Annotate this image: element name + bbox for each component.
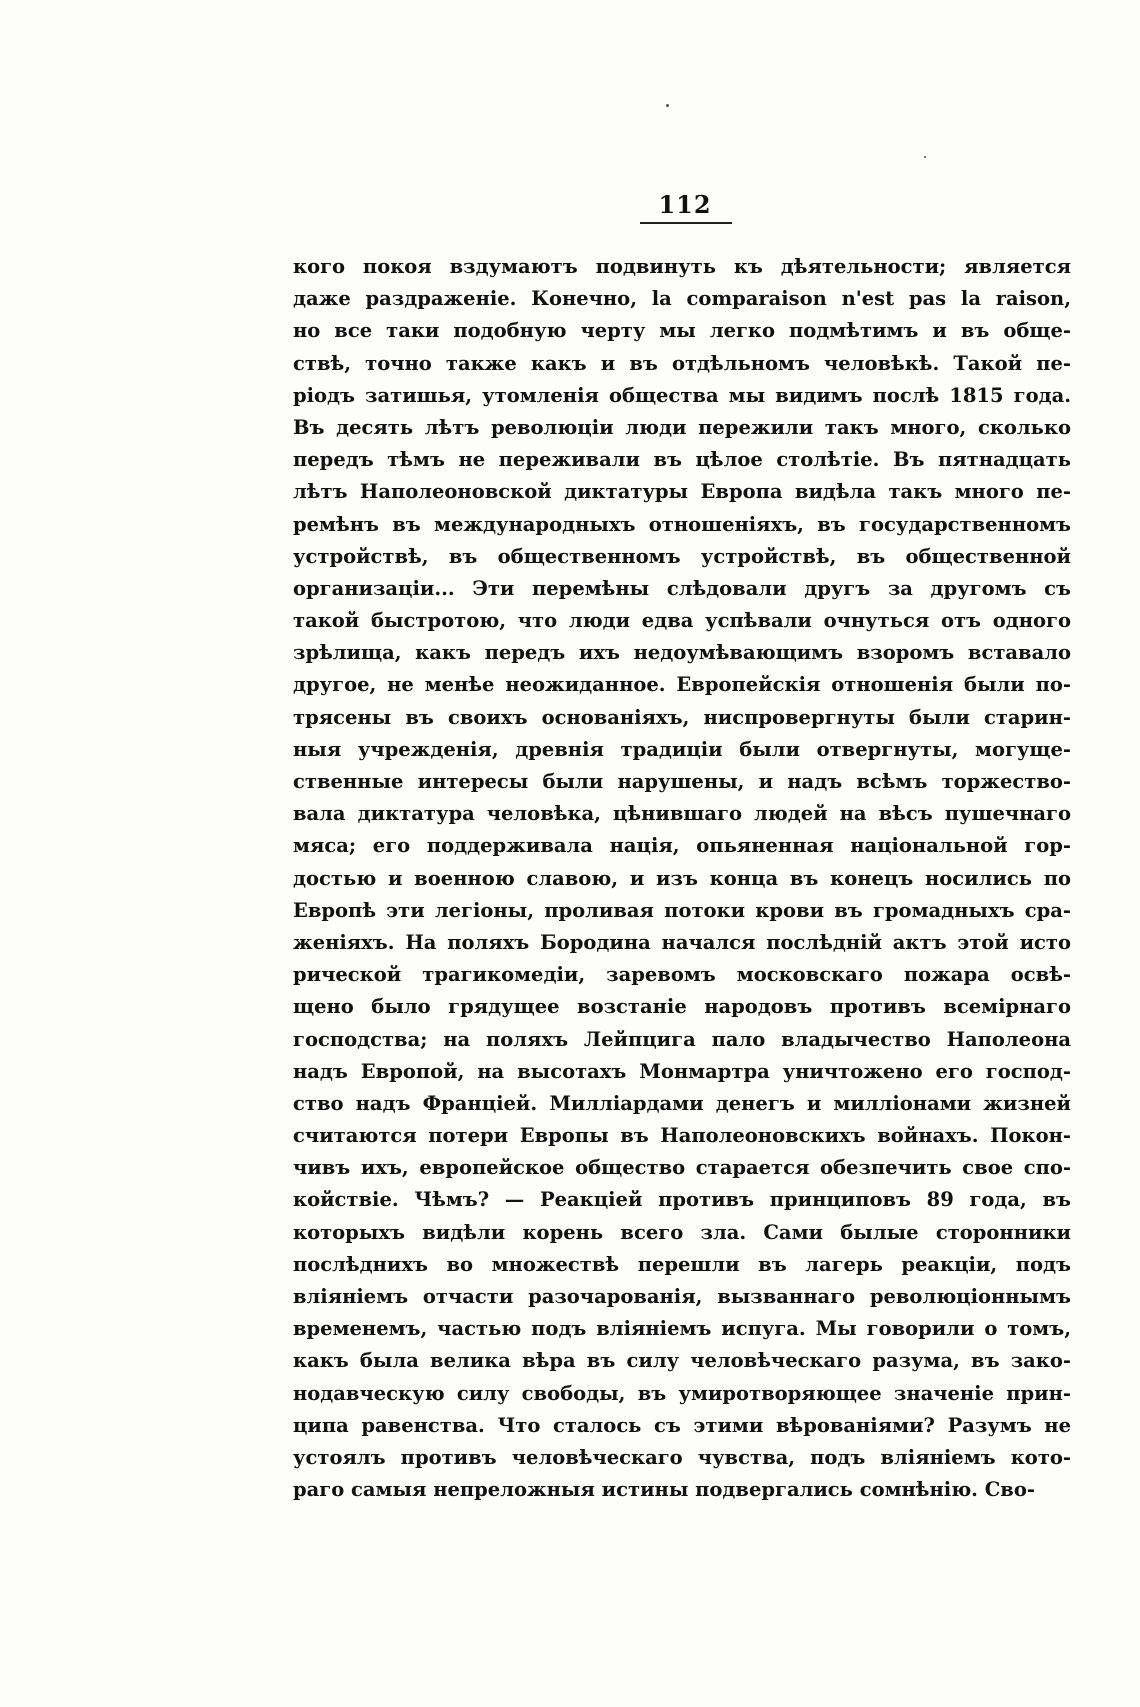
text-line: койствіе. Чѣмъ? — Реакціей противъ принциповъ 89 года, въ (293, 1188, 1071, 1212)
text-line: чивъ ихъ, европейское общество старается обезпечить свое спо- (293, 1156, 1071, 1180)
body-text (293, 251, 1071, 1506)
text-line: но все таки подобную черту мы легко подмѣтимъ и въ обще- (293, 319, 1071, 343)
text-line: вліяніемъ отчасти разочарованія, вызваннаго революціоннымъ (293, 1285, 1071, 1308)
text-line: лѣтъ Наполеоновской диктатуры Европа видѣла такъ много пе- (293, 480, 1071, 504)
text-line: ствѣ, точно также какъ и въ отдѣльномъ человѣкѣ. Такой пе- (293, 351, 1071, 375)
text-line: ственные интересы были нарушены, и надъ всѣмъ торжество- (293, 770, 1071, 793)
text-line: мяса; его поддерживала нація, опьяненная національной гор- (293, 834, 1071, 858)
text-line: передъ тѣмъ не переживали въ цѣлое столѣтіе. Въ пятнадцать (293, 448, 1071, 472)
print-speck (924, 156, 926, 158)
text-line: временемъ, частью подъ вліяніемъ испуга. Мы говорили о томъ, (293, 1317, 1071, 1341)
text-line: раго самыя непреложныя истины подвергались сомнѣнію. Сво- (293, 1478, 1035, 1502)
text-line: организаціи... Эти перемѣны слѣдовали другъ за другомъ съ (293, 576, 1071, 600)
text-line: которыхъ видѣли корень всего зла. Сами былые сторонники (293, 1220, 1071, 1244)
page-number-rule (640, 222, 732, 224)
text-line: устоялъ противъ человѣческаго чувства, подъ вліяніемъ кото- (293, 1445, 1071, 1469)
text-line: трясены въ своихъ основаніяхъ, ниспровергнуты были старин- (293, 705, 1071, 729)
text-line: щено было грядущее возстаніе народовъ противъ всемірнаго (293, 995, 1071, 1019)
text-line: какъ была велика вѣра въ силу человѣческаго разума, въ зако- (293, 1349, 1071, 1373)
text-line: другое, не менѣе неожиданное. Европейскія отношенія были по- (293, 673, 1071, 697)
text-line: ципа равенства. Что сталось съ этими вѣрованіями? Разумъ не (293, 1413, 1071, 1437)
text-line: ныя учрежденія, древнія традиціи были отвергнуты, могуще- (293, 737, 1071, 761)
text-line: устройствѣ, въ общественномъ устройствѣ, въ общественной (293, 544, 1071, 568)
print-speck (666, 104, 669, 107)
page-number: 112 (658, 190, 712, 219)
text-line: Въ десять лѣтъ революціи люди пережили такъ много, сколько (293, 415, 1071, 439)
text-line: ство надъ Франціей. Милліардами денегъ и милліонами жизней (293, 1091, 1071, 1115)
text-line: считаются потери Европы въ Наполеоновскихъ войнахъ. Покон- (293, 1124, 1071, 1148)
text-line: рической трагикомедіи, заревомъ московскаго пожара освѣ- (293, 963, 1071, 987)
text-line: послѣднихъ во множествѣ перешли въ лагерь реакціи, подъ (293, 1252, 1071, 1276)
text-line: Европѣ эти легіоны, проливая потоки крови въ громадныхъ сра- (293, 898, 1071, 922)
text-line: ріодъ затишья, утомленія общества мы видимъ послѣ 1815 года. (293, 383, 1071, 407)
text-line: такой быстротою, что люди едва успѣвали очнуться отъ одного (293, 609, 1071, 633)
text-line: зрѣлища, какъ передъ ихъ недоумѣвающимъ взоромъ вставало (293, 641, 1071, 665)
text-line: ремѣнъ въ международныхъ отношеніяхъ, въ государственномъ (293, 512, 1071, 536)
text-line: женіяхъ. На поляхъ Бородина начался послѣдній актъ этой исто (293, 930, 1071, 954)
text-line: надъ Европой, на высотахъ Монмартра уничтожено его господ- (293, 1059, 1071, 1083)
text-line: господства; на поляхъ Лейпцига пало владычество Наполеона (293, 1027, 1071, 1051)
text-line: даже раздраженіе. Конечно, la comparaison n'est pas la raison, (293, 287, 1071, 311)
text-line: вала диктатура человѣка, цѣнившаго людей на вѣсъ пушечнаго (293, 802, 1071, 826)
text-line: достью и военною славою, и изъ конца въ конецъ носились по (293, 866, 1071, 890)
text-line: кого покоя вздумаютъ подвинуть къ дѣятельности; является (293, 255, 1071, 278)
text-line: нодавческую силу свободы, въ умиротворяющее значеніе прин- (293, 1381, 1071, 1405)
